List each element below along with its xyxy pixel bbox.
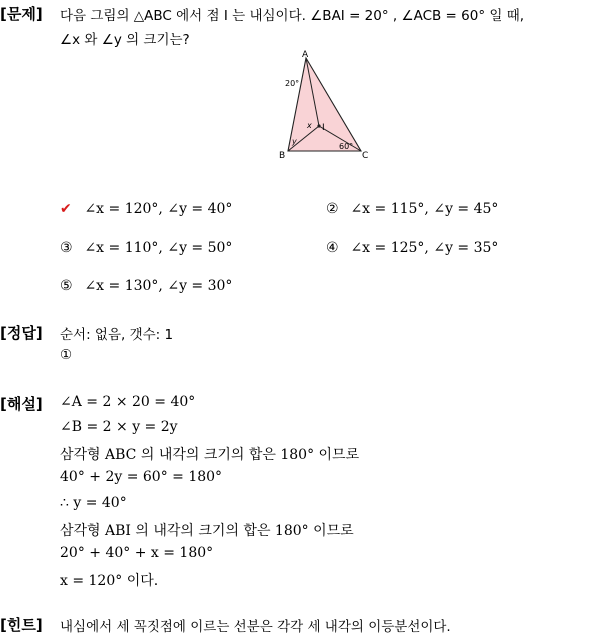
solution-line-8: x = 120° 이다. <box>60 573 159 589</box>
triangle-abc <box>288 58 361 151</box>
label-angle-c: 60° <box>339 142 354 151</box>
choice-4[interactable] <box>326 240 498 256</box>
label-y: y <box>292 137 297 146</box>
choice-5[interactable] <box>60 278 232 294</box>
choice-4-number: ④ <box>326 240 339 256</box>
solution-line-7: 20° + 40° + x = 180° <box>60 545 214 561</box>
solution-label: [해설] <box>0 395 43 413</box>
problem-text-line2: ∠x 와 ∠y 의 크기는? <box>60 32 190 48</box>
incenter-point <box>317 124 320 127</box>
label-b: B <box>279 151 286 161</box>
triangle-figure <box>276 48 376 163</box>
label-angle-a: 20° <box>285 79 300 88</box>
choice-4-text: ∠x = 125°, ∠y = 35° <box>350 240 499 256</box>
choice-2-text: ∠x = 115°, ∠y = 45° <box>350 201 499 217</box>
label-x: x <box>307 121 312 130</box>
choice-1-text: ∠x = 120°, ∠y = 40° <box>84 201 233 217</box>
answer-value: ① <box>60 347 73 363</box>
solution-line-5: ∴ y = 40° <box>60 495 127 511</box>
problem-label: [문제] <box>0 5 43 23</box>
label-i: I <box>322 123 325 133</box>
solution-line-1: ∠A = 2 × 20 = 40° <box>60 394 196 410</box>
choice-2[interactable] <box>326 201 498 217</box>
label-a: A <box>302 50 309 60</box>
choice-1[interactable] <box>60 201 232 217</box>
choice-3[interactable] <box>60 240 232 256</box>
hint-text: 내심에서 세 꼭짓점에 이르는 선분은 각각 세 내각의 이등분선이다. <box>60 619 451 635</box>
choice-5-text: ∠x = 130°, ∠y = 30° <box>84 278 233 294</box>
choice-3-text: ∠x = 110°, ∠y = 50° <box>84 240 233 256</box>
choice-3-number: ③ <box>60 240 73 256</box>
checkmark-icon: ✔ <box>60 201 72 217</box>
answer-label: [정답] <box>0 324 43 342</box>
choice-5-number: ⑤ <box>60 278 73 294</box>
solution-line-6: 삼각형 ABI 의 내각의 크기의 합은 180° 이므로 <box>60 523 354 539</box>
answer-info: 순서: 없음, 갯수: 1 <box>60 327 174 343</box>
solution-line-2: ∠B = 2 × y = 2y <box>60 419 178 435</box>
problem-text-line1: 다음 그림의 △ABC 에서 점 I 는 내심이다. ∠BAI = 20° , ∠ACB = 60° 일 때, <box>60 8 525 24</box>
solution-line-4: 40° + 2y = 60° = 180° <box>60 469 223 485</box>
solution-line-3: 삼각형 ABC 의 내각의 크기의 합은 180° 이므로 <box>60 447 360 463</box>
choice-2-number: ② <box>326 201 339 217</box>
hint-label: [힌트] <box>0 616 43 634</box>
label-c: C <box>362 151 369 161</box>
